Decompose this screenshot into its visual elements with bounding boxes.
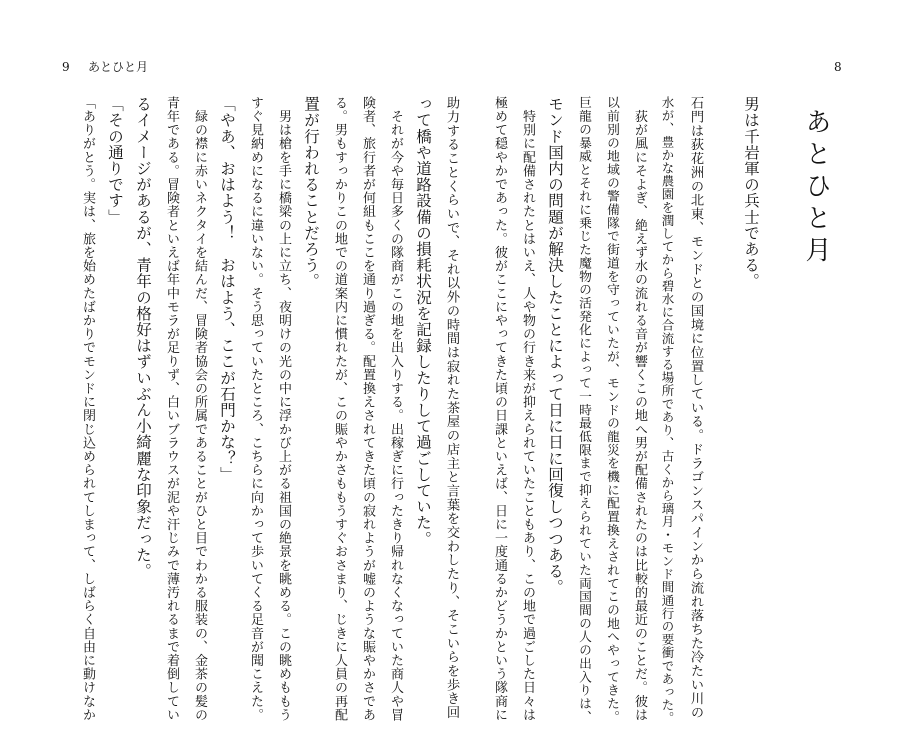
text-line: 青年である。冒険者といえば年中モラが足りず、白いブラウスが泥や汗じみで薄汚れるまで着倒してい	[164, 96, 179, 722]
text-line: 置が行われることだろう。	[302, 96, 320, 290]
left-running-head: あとひと月	[88, 60, 149, 74]
text-line: モンド国内の問題が解決したことによって日に日に回復しつつある。	[546, 96, 564, 596]
text-line: る。男もすっかりこの地での道案内に慣れたが、この賑やかさももうすぐおさまり、じきに人員の再配	[332, 96, 347, 722]
text-line: 以前別の地域の警備隊で街道を守っていたが、モンドの龍災を機に配置換えされてこの地へやってきた。	[604, 96, 619, 724]
right-page-number: 8	[834, 60, 842, 74]
text-line: すぐ見納めになるに違いない。そう思っていたところ、こちらに向かって歩いてくる足音が聞こえた。	[248, 96, 263, 722]
text-line: 「ありがとう。実は、旅を始めたばかりでモンドに閉じ込められてしまって、しばらく自由に動けなか	[80, 96, 95, 722]
text-line: 巨龍の暴威とそれに乗じた魔物の活発化によって一時最低限まで抑えられていた両国間の人の出入りは、	[576, 96, 591, 724]
text-line: るイメージがあるが、青年の格好はずいぶん小綺麗な印象だった。	[134, 96, 152, 579]
left-page-number: 9	[62, 60, 70, 74]
text-line: 男は槍を手に橋梁の上に立ち、夜明けの光の中に浮かび上がる祖国の絶景を眺める。この眺めももう	[276, 96, 291, 722]
text-line: 水が、豊かな農園を潤してから碧水に合流する場所であり、古くから璃月・モンド間通行の要衝であった。	[660, 96, 675, 725]
text-line: それが今や毎日多くの隊商がこの地を出入りする。出稼ぎに行ったきり帰れなくなっていた商人や冒	[388, 96, 403, 722]
chapter-title: あとひと月	[801, 108, 831, 268]
text-line: 極めて穏やかであった。彼がここにやってきた頃の日課といえば、日に一度通るかどうかという隊商に	[492, 96, 507, 722]
text-line: 男は千岩軍の兵士である。	[742, 96, 760, 290]
text-line: 「やあ、おはよう！ おはよう、ここが石門かな？」	[218, 96, 236, 483]
text-line: って橋や道路設備の損耗状況を記録したりして過ごしていた。	[414, 96, 432, 547]
text-line: 助力することくらいで、それ以外の時間は寂れた茶屋の店主と言葉を交わしたり、そこいらを歩き回	[444, 96, 459, 720]
text-line: 荻が風にそよぎ、絶えず水の流れる音が響くこの地へ男が配備されたのは比較的最近のことだ。彼は	[632, 96, 647, 722]
text-line: 緑の襟に赤いネクタイを結んだ、冒険者協会の所属であることがひと目でわかる服装の、金茶の髪の	[192, 96, 207, 722]
text-line: 険者、旅行者が何組もここを通り過ぎる。配置換えされてきた頃の寂れようが嘘のような賑やかさであ	[360, 96, 375, 722]
text-line: 特別に配備されたとはいえ、人や物の行き来が抑えられていたこともあり、この地で過ごした日々は	[520, 96, 535, 722]
text-line: 「その通りです」	[106, 96, 124, 225]
text-line: 石門は荻花洲の北東、モンドとの国境に位置している。ドラゴンスパインから流れ落ちた冷たい川の	[688, 96, 703, 720]
